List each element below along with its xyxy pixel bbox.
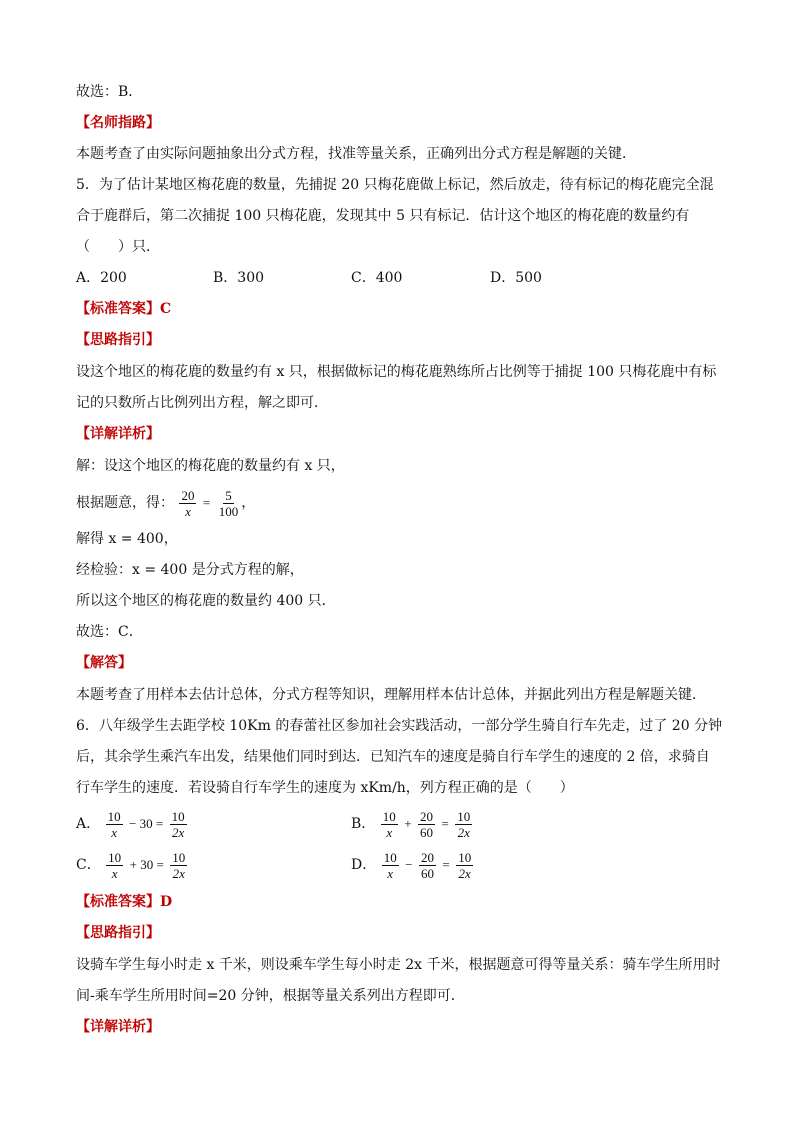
- denominator: 2x: [458, 865, 471, 881]
- solution-line: 解：设这个地区的梅花鹿的数量约有 x 只，: [76, 458, 345, 474]
- option-d: D．500: [490, 270, 542, 286]
- option-label: A．: [76, 816, 101, 832]
- fraction: [418, 809, 435, 840]
- section-heading: 【详解详析】: [76, 1019, 160, 1035]
- paragraph-line: 设骑车学生每小时走 x 千米，则设乘车学生每小时走 2x 千米，根据题意可得等量关系：骑车学生所用时: [76, 957, 721, 973]
- denominator: 2x: [172, 865, 185, 881]
- solution-line: 所以这个地区的梅花鹿的数量约 400 只．: [76, 593, 336, 609]
- option-label: C．: [76, 857, 101, 873]
- paragraph-line: 本题考查了用样本去估计总体，分式方程等知识，理解用样本估计总体，并据此列出方程是解题关键．: [76, 687, 706, 703]
- section-heading: 【标准答案】D: [76, 894, 173, 910]
- equals-sign: =: [202, 495, 211, 510]
- answer-heading: 【标准答案】C: [76, 301, 172, 317]
- numerator: 5: [225, 487, 232, 503]
- option-d: [351, 847, 474, 883]
- numerator: 10: [457, 808, 471, 824]
- denominator: x: [387, 865, 394, 881]
- denominator: x: [185, 503, 191, 519]
- numerator: 10: [171, 808, 185, 824]
- option-b: [351, 806, 473, 842]
- paragraph-line: 设这个地区的梅花鹿的数量约有 x 只，根据做标记的梅花鹿熟练所占比例等于捕捉 100 只梅花鹿中有标: [76, 364, 717, 380]
- operator: −: [405, 857, 413, 872]
- denominator: x: [111, 824, 117, 840]
- denominator: x: [111, 865, 118, 881]
- punctuation: ，: [241, 495, 256, 511]
- question-6-line: 后，其余学生乘汽车出发，结果他们同时到达．已知汽车的速度是骑自行车学生的速度的 2 倍，求骑自: [76, 749, 710, 765]
- numerator: 10: [383, 849, 397, 865]
- denominator: 100: [218, 503, 239, 519]
- option-a: A．200: [76, 270, 127, 286]
- section-heading: 【思路指引】: [76, 925, 160, 941]
- equation-prefix: 根据题意，得：: [76, 495, 174, 511]
- option-a: [76, 806, 188, 842]
- section-heading: 【解答】: [76, 655, 132, 671]
- operator: =: [442, 857, 450, 872]
- question-6-line: 6．八年级学生去距学校 10Km 的春蕾社区参加社会实践活动，一部分学生骑自行车先走，过了 20 分钟: [76, 718, 723, 734]
- denominator: 2x: [172, 824, 185, 840]
- denominator: 2x: [457, 824, 470, 840]
- operator: − 30 =: [129, 816, 164, 831]
- section-heading: 【详解详析】: [76, 426, 160, 442]
- fraction: [106, 809, 123, 840]
- option-label: B．: [351, 816, 376, 832]
- option-c: [76, 847, 188, 883]
- paragraph-line: 间-乘车学生所用时间=20 分钟，根据等量关系列出方程即可．: [76, 988, 465, 1004]
- solution-line: 经检验：x = 400 是分式方程的解，: [76, 562, 304, 578]
- section-heading: [76, 299, 171, 319]
- question-5-line: 5．为了估计某地区梅花鹿的数量，先捕捉 20 只梅花鹿做上标记，然后放走，待有标记的梅花鹿完全混: [76, 177, 714, 193]
- operator: =: [441, 816, 449, 831]
- question-5-line: （ ）只．: [76, 239, 160, 255]
- answer-line: 故选：C．: [76, 624, 143, 640]
- fraction: [170, 809, 187, 840]
- section-heading: 【思路指引】: [76, 332, 160, 348]
- fraction: [179, 488, 196, 519]
- option-label: D．: [351, 857, 377, 873]
- numerator: 10: [107, 808, 121, 824]
- fraction: [106, 850, 123, 881]
- operator: + 30 =: [129, 857, 164, 872]
- operator: +: [404, 816, 412, 831]
- fraction: [382, 850, 399, 881]
- fraction: [217, 488, 241, 519]
- fraction: [170, 850, 187, 881]
- fraction: [419, 850, 436, 881]
- numerator: 10: [172, 849, 186, 865]
- numerator: 20: [181, 487, 195, 503]
- paragraph-line: 本题考查了由实际问题抽象出分式方程，找准等量关系，正确列出分式方程是解题的关键．: [76, 146, 636, 162]
- fraction: [381, 809, 398, 840]
- option-b: B．300: [213, 270, 265, 286]
- option-c: C．400: [351, 270, 403, 286]
- question-6-line: 行车学生的速度．若设骑自行车学生的速度为 xKm/h，列方程正确的是（ ）: [76, 780, 574, 796]
- fraction: [456, 850, 473, 881]
- denominator: 60: [420, 824, 433, 840]
- question-5-line: 合于鹿群后，第二次捕捉 100 只梅花鹿，发现其中 5 只有标记．估计这个地区的梅花鹿的数量约有: [76, 208, 690, 224]
- denominator: 60: [420, 865, 434, 881]
- numerator: 10: [108, 849, 122, 865]
- numerator: 10: [458, 849, 472, 865]
- numerator: 20: [420, 808, 433, 824]
- answer-line: 故选：B．: [76, 84, 143, 100]
- numerator: 20: [420, 849, 434, 865]
- denominator: x: [386, 824, 393, 840]
- equation-line: [76, 485, 255, 521]
- paragraph-line: 记的只数所占比例列出方程，解之即可．: [76, 395, 328, 411]
- numerator: 10: [382, 808, 396, 824]
- section-heading: 【名师指路】: [76, 115, 160, 131]
- fraction: [455, 809, 472, 840]
- solution-line: 解得 x = 400，: [76, 531, 178, 547]
